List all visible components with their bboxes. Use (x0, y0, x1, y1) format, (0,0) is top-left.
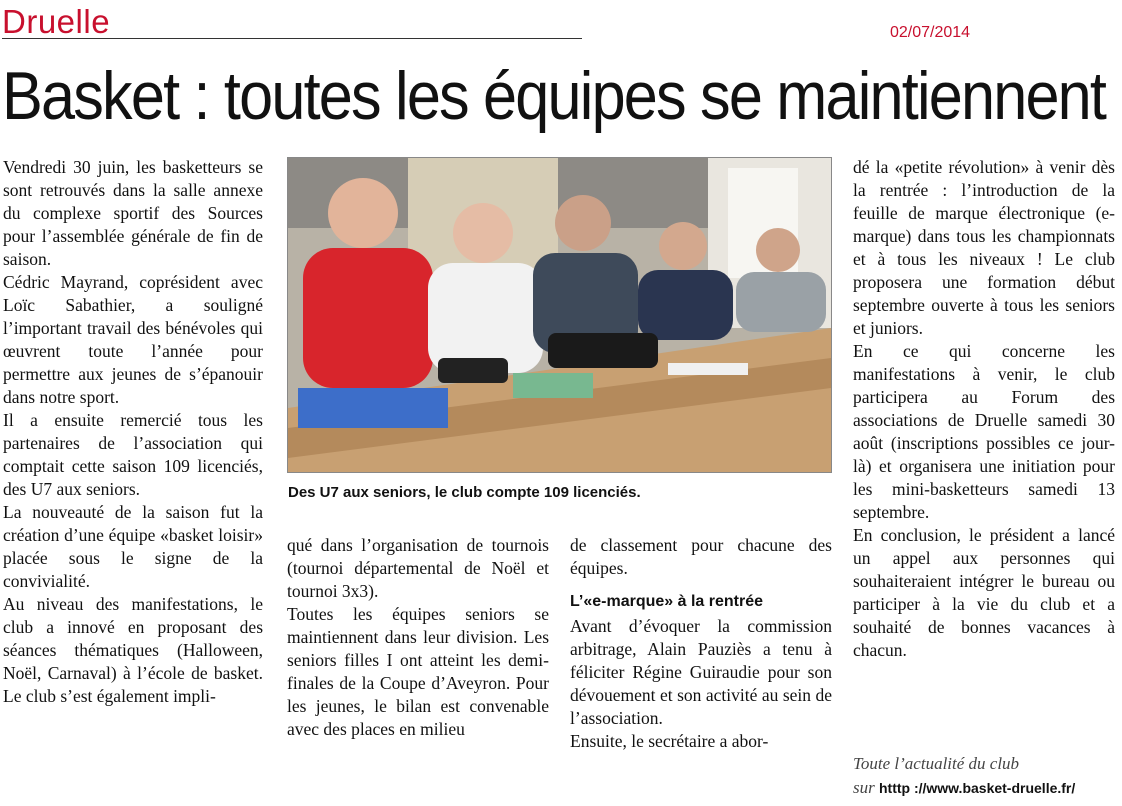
paragraph: Cédric Mayrand, coprésident avec Loïc Sabathier, a souligné l’important travail des bénévoles qui œuvrent toute l’année pour permettre aux jeunes de s’épanouir dans notre sport. (3, 272, 263, 407)
club-website-link[interactable]: htttp ://www.basket-druelle.fr/ (878, 780, 1076, 796)
paragraph: En ce qui concerne les manifestations à venir, le club participera au Forum des associations de Druelle samedi 30 août (inscriptions possibles ce jour-là) et organisera une initiation pour les mini-basketteurs samedi 13 septembre. (853, 341, 1115, 522)
paragraph: En conclusion, le président a lancé un appel aux personnes qui souhaiteraient intégrer le bureau ou participer à la vie du club et a souhaité de bonnes vacances à chacun. (853, 525, 1115, 660)
paragraph: de classement pour chacune des équipes. (570, 535, 832, 578)
headline: Basket : toutes les équipes se maintiennent (2, 58, 1106, 134)
paragraph: qué dans l’organisation de tournois (tournoi départemental de Noël et tournoi 3x3). (287, 535, 549, 601)
rubric-rule (2, 38, 582, 39)
paragraph: Toutes les équipes seniors se maintiennent dans leur division. Les seniors filles I ont atteint les demi-finales de la Coupe d’Aveyron. Pour les jeunes, le bilan est convenable avec des places en milieu (287, 604, 549, 739)
article-column-1 (3, 156, 263, 708)
section-subheading: L’«e-marque» à la rentrée (570, 593, 763, 610)
article-column-2 (287, 534, 549, 741)
paragraph: Au niveau des manifestations, le club a innové en proposant des séances thématiques (Halloween, Noël, Carnaval) à l’école de basket. Le club s’est également impli- (3, 594, 263, 706)
footer-text: Toute l’actualité du club (853, 754, 1020, 773)
paragraph: La nouveauté de la saison fut la création d’une équipe «basket loisir» placée sous le signe de la convivialité. (3, 502, 263, 591)
paragraph: dé la «petite révolution» à venir dès la rentrée : l’introduction de la feuille de marque électronique (e-marque) dans tous les championnats et à tous les niveaux ! Le club proposera une formation début septembre ouverte à tous les seniors et juniors. (853, 157, 1115, 338)
article-column-4 (853, 156, 1115, 662)
article-column-3 (570, 534, 832, 753)
paragraph: Ensuite, le secrétaire a abor- (570, 731, 769, 751)
paragraph: Vendredi 30 juin, les basketteurs se sont retrouvés dans la salle annexe du complexe sportif des Sources pour l’assemblée générale de fin de saison. (3, 157, 263, 269)
section-rubric: Druelle (2, 3, 111, 40)
team-photo (287, 157, 832, 473)
paragraph: Il a ensuite remercié tous les partenaires de l’association qui comptait cette saison 109 licenciés, des U7 aux seniors. (3, 410, 263, 499)
footer-sur: sur (853, 778, 875, 797)
photo-caption: Des U7 aux seniors, le club compte 109 licenciés. (288, 484, 641, 501)
paragraph: Avant d’évoquer la commission arbitrage, Alain Pauziès a tenu à féliciter Régine Guiraudie pour son dévouement et son activité au sein de l’association. (570, 616, 832, 728)
team-photo-illustration (288, 158, 831, 472)
club-website-note (853, 752, 1115, 800)
publication-date: 02/07/2014 (890, 24, 971, 41)
